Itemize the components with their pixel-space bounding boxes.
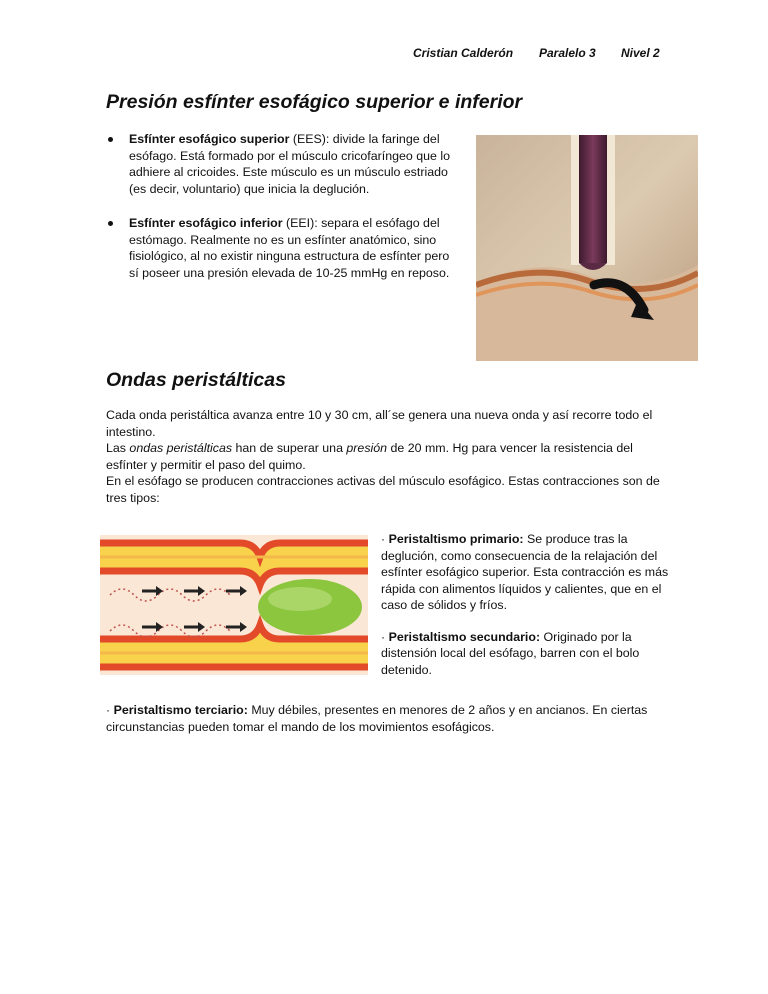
bullet-term-ees: Esfínter esofágico superior <box>129 132 290 146</box>
list-item <box>106 215 458 281</box>
terciario-paragraph: · Peristaltismo terciario: Muy débiles, presentes en menores de 2 años y en ancianos. En ciertas circunstancias pueden tomar el mando de los movimientos esofágicos. <box>106 703 648 734</box>
bullet-term-eei: Esfínter esofágico inferior <box>129 216 283 230</box>
bullet-text-eei: (EEI): separa el esófago del estómago. Realmente no es un esfínter anatómico, sino fisiológico, al no existir ninguna estructura de esfínter pero sí poseer una presión elevada de 10-25 mmHg en reposo. <box>129 216 450 280</box>
peristalsis-illustration <box>100 535 368 675</box>
section-title-presion: Presión esfínter esofágico superior e inferior <box>106 91 523 113</box>
header-nivel: Nivel 2 <box>621 46 660 60</box>
list-item <box>106 131 458 197</box>
ondas-intro <box>106 407 666 506</box>
sphincter-list <box>106 131 458 299</box>
header-paralelo: Paralelo 3 <box>539 46 596 60</box>
secundario-paragraph: · Peristaltismo secundario: Originado por la distensión local del esófago, barren con el bolo detenido. <box>381 629 640 677</box>
ondas-paragraph-1: Cada onda peristáltica avanza entre 10 y 30 cm, all´se genera una nueva onda y así recorre todo el intestino. <box>106 408 653 439</box>
sphincter-illustration <box>476 135 698 361</box>
header-author: Cristian Calderón <box>413 46 514 60</box>
primario-paragraph: · Peristaltismo primario: Se produce tras la deglución, como consecuencia de la relajación del esfínter esofágico superior. Esta contracción es más rápida con alimentos líquidos y calientes, que en el caso de sólidos y fríos. <box>381 532 669 612</box>
page-header <box>408 45 668 61</box>
section-title-ondas: Ondas peristálticas <box>106 369 286 391</box>
ondas-paragraph-2: Las ondas peristálticas han de superar una presión de 20 mm. Hg para vencer la resistencia del esfínter y permitir el paso del quimo. <box>106 441 633 472</box>
bullet-text-ees: (EES): divide la faringe del esófago. Está formado por el músculo cricofaríngeo que lo adhiere al cricoides. Este músculo es un músculo estriado (es decir, voluntario) que inicia la deglución. <box>129 132 450 196</box>
ondas-paragraph-3: En el esófago se producen contracciones activas del músculo esofágico. Estas contracciones son de tres tipos: <box>106 474 660 505</box>
peristalsis-types <box>381 531 671 693</box>
